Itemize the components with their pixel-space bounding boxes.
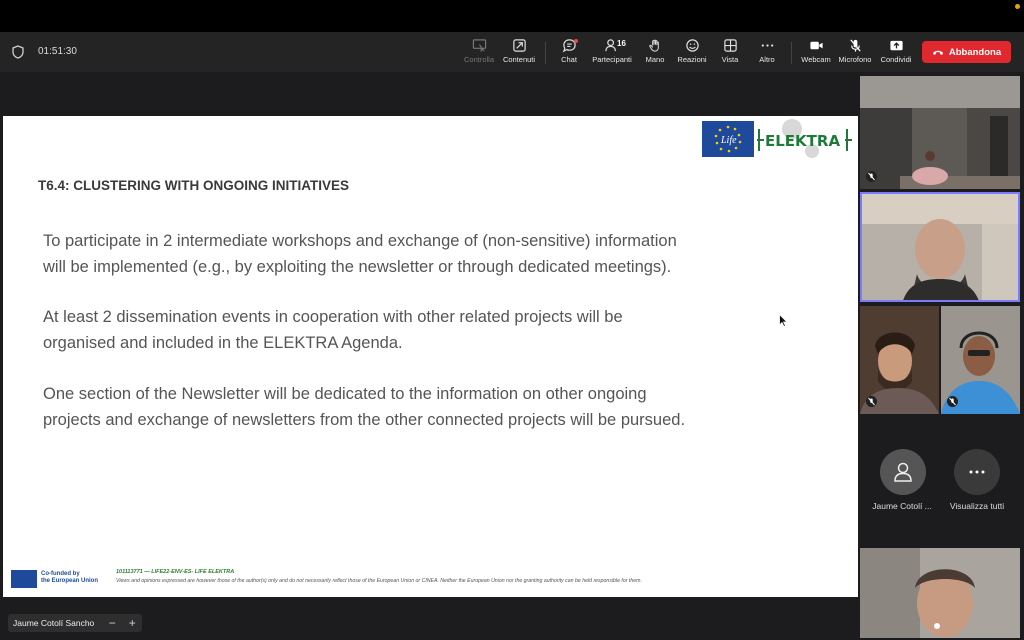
self-name-label: Jaume Cotolí Sancho (13, 618, 95, 628)
remote-control-label: Controlla (463, 55, 494, 64)
share-label: Condividi (880, 55, 912, 64)
cofunded-text (41, 571, 98, 585)
slide-text-line: One section of the Newsletter will be dedicated to the information on other ongoing (43, 385, 647, 403)
self-name-bar (8, 614, 142, 632)
microphone-label: Microfono (838, 55, 872, 64)
zoom-in-button[interactable]: + (128, 616, 136, 630)
window-top-bar (0, 0, 1024, 32)
leave-label: Abbandona (948, 46, 1002, 58)
more-dots-icon (968, 469, 986, 475)
self-view-video-tile[interactable] (860, 548, 1020, 638)
leave-button[interactable] (922, 41, 1011, 63)
share-icon (868, 38, 924, 55)
participant-name: Jaume Cotolí ... (872, 501, 932, 511)
meeting-timer: 01:51:30 (38, 46, 77, 57)
disclaimer-text: Views and opinions expressed are however those of the author(s) only and do not necessarily reflect those of the European Union or CINEA. Neither the European Union nor the granting authority can be held responsible for them. (116, 578, 642, 584)
slide-text-line: To participate in 2 intermediate workshops and exchange of (non-sensitive) information (43, 232, 677, 250)
view-all-button[interactable] (954, 449, 1000, 495)
participant-avatar[interactable] (880, 449, 926, 495)
slide-text-line: projects and exchange of newsletters from the other connected projects will be pursued. (43, 411, 686, 429)
slide-text-line: At least 2 dissemination events in cooperation with other related projects will be (43, 308, 623, 326)
content-button[interactable] (491, 38, 547, 68)
slide-paragraph-1 (43, 228, 843, 280)
more-button[interactable] (739, 38, 795, 68)
participants-label: Partecipanti (592, 55, 632, 64)
webcam-label: Webcam (801, 55, 831, 64)
shared-slide (3, 116, 858, 597)
more-dots-icon (739, 38, 795, 55)
mouse-cursor-icon (779, 314, 788, 327)
phone-hangup-icon (932, 48, 944, 56)
reactions-label: Reazioni (677, 55, 707, 64)
shield-icon (12, 45, 24, 59)
active-speaker-video-tile[interactable] (860, 192, 1020, 302)
room-video-feed (860, 76, 1020, 189)
speaker-video-feed (862, 194, 1020, 302)
more-label: Altro (759, 55, 775, 64)
content-label: Contenuti (502, 55, 536, 64)
elektra-logo (702, 119, 852, 159)
zoom-out-button[interactable]: − (108, 616, 116, 630)
life-logo-text: Life (721, 135, 737, 146)
view-all-label: Visualizza tutti (949, 501, 1005, 511)
status-dot (1015, 4, 1020, 9)
raise-hand-label: Mano (645, 55, 665, 64)
slide-text-line: will be implemented (e.g., by exploiting the newsletter or through dedicated meetings). (43, 258, 672, 276)
slide-footer (11, 567, 851, 589)
slide-paragraph-3 (43, 381, 843, 433)
meeting-toolbar (0, 32, 1024, 72)
share-button[interactable] (868, 38, 924, 68)
participant-video-tile[interactable] (941, 306, 1020, 414)
chat-unread-dot (574, 39, 578, 43)
slide-text-line: organised and included in the ELEKTRA Agenda. (43, 334, 403, 352)
cofunded-line: the European Union (41, 578, 98, 584)
slide-heading: T6.4: CLUSTERING WITH ONGOING INITIATIVES (38, 178, 350, 193)
participant-video-tile[interactable] (860, 306, 939, 414)
user-icon (892, 461, 914, 483)
project-code: 101113771 — LIFE22-ENV-ES- LIFE ELEKTRA (116, 569, 235, 575)
mic-muted-icon (866, 171, 877, 182)
mic-muted-icon (866, 396, 877, 407)
elektra-logo-text: ELEKTRA (765, 132, 841, 150)
eu-flag-icon (11, 570, 37, 588)
mic-muted-icon (947, 396, 958, 407)
slide-paragraph-2 (43, 304, 843, 356)
slide-logos (702, 119, 852, 159)
participant-video-tile[interactable] (860, 76, 1020, 189)
chat-label: Chat (561, 55, 577, 64)
content-icon (491, 38, 547, 55)
self-video-feed (860, 548, 1020, 638)
cofunded-line: Co-funded by (41, 571, 80, 577)
view-label: Vista (721, 55, 739, 64)
participants-count: 16 (617, 39, 626, 48)
